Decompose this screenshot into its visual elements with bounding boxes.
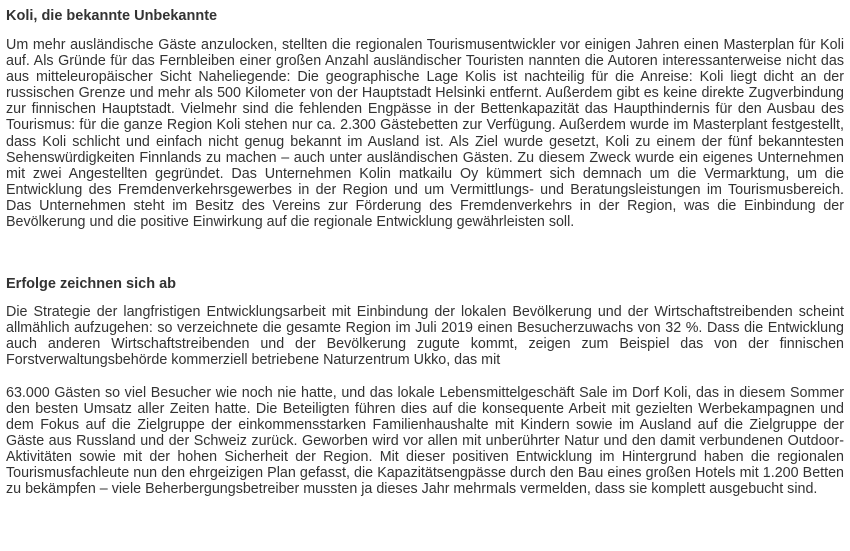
section-spacer [6,230,844,274]
section-heading-erfolge: Erfolge zeichnen sich ab [6,276,177,293]
paragraph-koli-masterplan: Um mehr ausländische Gäste anzulocken, stellten die regionalen Tourismusentwickler vor einigen Jahren einen Masterplan für Koli auf. Als Gründe für das Fernbleiben einer großen Anzahl ausländischer Touristen nannten die Autoren interessanterweise nicht das aus mitteleuropäischer Sicht Naheliegende: Die geographische Lage Kolis ist nachteilig für die Anreise: Koli liegt dicht an der russischen Grenze und mehr als 500 Kilometer von der Hauptstadt Helsinki entfernt. Außerdem gibt es keine direkte Zugverbindung zur finnischen Hauptstadt. Vielmehr sind die fehlenden Engpässe in der Bettenkapazität das Haupthindernis für den Ausbau des Tourismus: für die ganze Region Koli stehen nur ca. 2.300 Gästebetten zur Verfügung. Außerdem wurde im Masterplant festgestellt, dass Koli schlicht und einfach nicht genug bekannt im Ausland ist. Als Ziel wurde gesetzt, Koli zu einem der fünf bekanntesten Sehenswürdigkeiten Finnlands zu machen – auch unter ausländischen Gästen. Zu diesem Zweck wurde ein eigenes Unternehmen mit zwei Angestellten gegründet. Das Unternehmen Kolin matkailu Oy kümmert sich demnach um die Vermarktung, um die Entwicklung des Fremdenverkehrsgewerbes in der Region und um Vermittlungs- und Beratungsleistungen im Tourismusbereich. Das Unternehmen steht im Besitz des Vereins zur Förderung des Fremdenverkehrs in der Region, was die Einbindung der Bevölkerung und die positive Einwirkung auf die regionale Entwicklung gewährleisten soll. [6,37,844,231]
paragraph-spacer [6,369,844,385]
article [6,6,844,497]
section-heading-koli: Koli, die bekannte Unbekannte [6,8,218,24]
paragraph-erfolge-strategie: Die Strategie der langfristigen Entwicklungsarbeit mit Einbindung der lokalen Bevölkerung und der Wirtschaftstreibenden scheint allmählich aufzugehen: so verzeichnete die gesamte Region im Juli 2019 einen Besucherzuwachs von 32 %. Dass die Entwicklung auch anderen Wirtschaftstreibenden und der Bevölkerung zugute kommt, zeigen zum Beispiel das von der finnischen Forstverwaltungsbehörde kommerziell betriebene Naturzentrum Ukko, das mit [6,304,844,369]
paragraph-erfolge-gaeste: 63.000 Gästen so viel Besucher wie noch nie hatte, und das lokale Lebensmittelgeschäft Sale im Dorf Koli, das in diesem Sommer den besten Umsatz aller Zeiten hatte. Die Beteiligten führen dies auf die konsequente Arbeit mit gezielten Werbekampagnen und dem Fokus auf die Zielgruppe der einkommensstarken Familienhaushalte mit Kindern sowie im Ausland auf die Zielgruppe der Gäste aus Russland und der Schweiz zurück. Geworben wird vor allen mit unberührter Natur und den damit verbundenen Outdoor-Aktivitäten sowie mit der hohen Sicherheit der Region. Mit dieser positiven Entwicklung im Hintergrund haben die regionalen Tourismusfachleute nun den ehrgeizigen Plan gefasst, die Kapazitätsengpässe durch den Bau eines großen Hotels mit 1.200 Betten zu bekämpfen – viele Beherbergungsbetreiber mussten ja dieses Jahr mehrmals vermelden, dass sie komplett ausgebucht sind. [6,384,844,498]
